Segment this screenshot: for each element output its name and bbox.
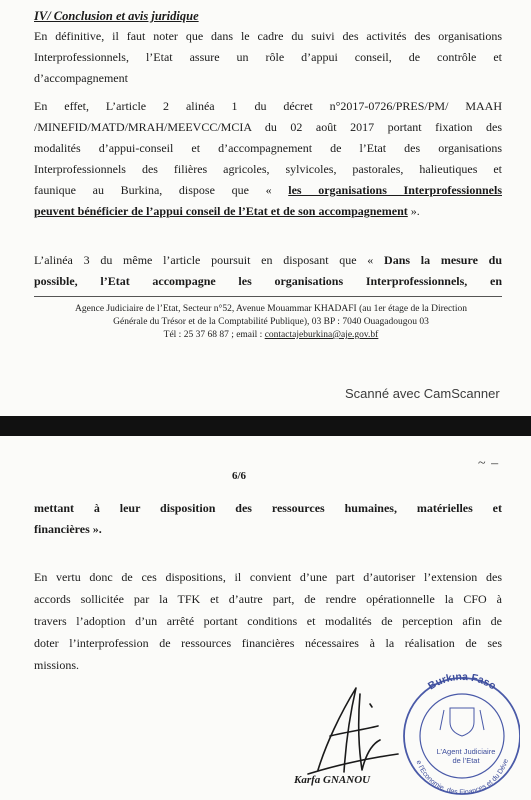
text-line [34, 180, 502, 201]
text-fragment: faunique au Burkina, dispose que « [34, 183, 289, 197]
emphasis-text: peuvent bénéficier de l’appui conseil de l’Etat et de son accompagnement [34, 204, 408, 218]
text-line: missions. [34, 658, 80, 672]
text-fragment: L’alinéa 3 du même l’article poursuit en disposant que « [34, 253, 385, 267]
stamp-ring-text: e l’Economie, des Finances et du Déve [414, 758, 511, 797]
text-fragment: ». [407, 204, 420, 218]
paragraph-decree [34, 96, 502, 222]
text-line: modalités d’appui-conseil et d’accompagnement de l’Etat des organisations [34, 141, 502, 155]
text-line: Interprofessionnels des filières agricoles, sylvicoles, pastorales, halieutiques et [34, 162, 502, 176]
stamp-center-line: de l’Etat [452, 756, 480, 765]
text-line: doter l’interprofession de ressources financières nécessaires à la réalisation de ses [34, 636, 502, 650]
paragraph-alinea [34, 250, 502, 292]
emphasis-text: les organisations Interprofessionnels [288, 183, 502, 197]
emphasis-text: possible, l’Etat accompagne les organisations Interprofessionnels, en [34, 274, 502, 288]
text-line: En vertu donc de ces dispositions, il convient d’une part d’autoriser l’extension des [34, 570, 502, 584]
stamp-center-line: L’Agent Judiciaire [436, 747, 496, 756]
scan-marks: ~ – [478, 456, 500, 471]
text-line: Interprofessionnels, l’Etat assure un rôle d’appui conseil, de contrôle et [34, 50, 502, 64]
footer-divider [34, 296, 502, 297]
text-line: travers l’adoption d’un arrêté portant conditions et modalités de perception afin de [34, 614, 502, 628]
section-heading: IV/ Conclusion et avis juridique [34, 9, 199, 23]
text-line: d’accompagnement [34, 71, 128, 85]
page-number: 6/6 [232, 470, 247, 482]
handwritten-signature [308, 688, 398, 774]
footer-address-line: Agence Judiciaire de l’Etat, Secteur n°52, Avenue Mouammar KHADAFI (au 1er étage de la Direction [75, 304, 467, 314]
paragraph-conclusion [34, 26, 502, 89]
emphasis-text: Dans la mesure du [384, 253, 502, 267]
stamp-country: Burkina Faso [426, 674, 499, 693]
signer-name: Karfa GNANOU [294, 774, 371, 786]
scanner-watermark: Scanné avec CamScanner [345, 386, 500, 401]
text-line: En effet, L’article 2 alinéa 1 du décret n°2017-0726/PRES/PM/ MAAH [34, 99, 502, 113]
svg-text:Burkina Faso [426, 674, 498, 692]
coat-of-arms-icon [440, 708, 484, 736]
emphasis-text: mettant à leur disposition des ressources humaines, matérielles et [34, 501, 502, 515]
emphasis-text: financières ». [34, 522, 102, 536]
footer-address-line: Générale du Trésor et de la Comptabilité Publique), 03 BP : 7040 Ouagadougou 03 [113, 317, 429, 327]
paragraph-conclusion-final [34, 566, 502, 676]
text-line [34, 201, 502, 222]
text-line [34, 250, 502, 271]
text-line: En définitive, il faut noter que dans le cadre du suivi des activités des organisations [34, 29, 502, 43]
document-page-2 [0, 436, 531, 800]
page-footer [40, 303, 502, 342]
text-line: /MINEFID/MATD/MRAH/MEEVCC/MCIA du 02 août 2017 portant fixation des [34, 120, 502, 134]
paragraph-continuation [34, 498, 502, 540]
footer-contact-line [40, 329, 502, 342]
footer-email-link[interactable]: contactajeburkina@aje.gov.bf [264, 330, 379, 340]
page-separator [0, 416, 531, 436]
text-line: accords sollicitée par la TFK et d’autre part, de rendre opérationnelle la CFO à [34, 592, 502, 606]
footer-phone: Tél : 25 37 68 87 ; email : [163, 330, 265, 340]
